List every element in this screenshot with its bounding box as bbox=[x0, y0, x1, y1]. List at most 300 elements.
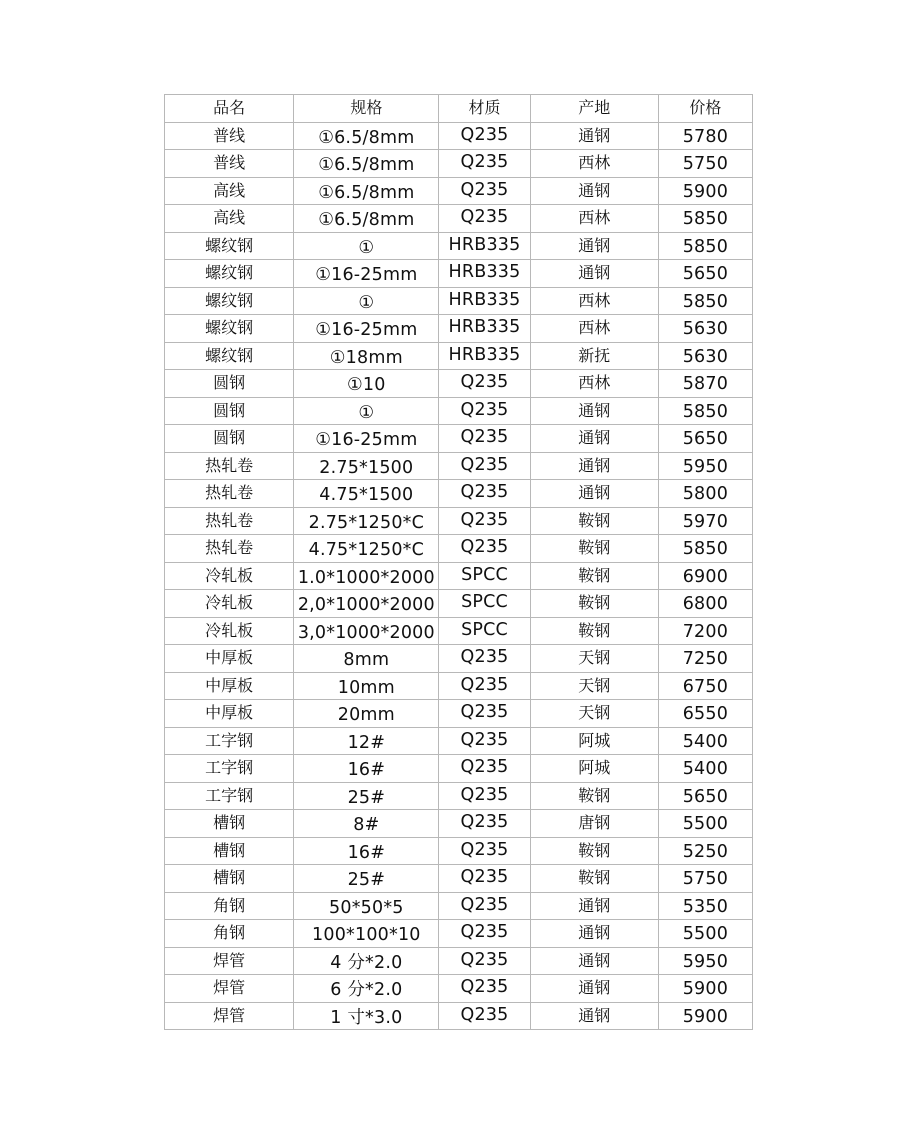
cell-material-text: Q235 bbox=[460, 784, 509, 805]
cell-price-text: 5850 bbox=[682, 401, 729, 422]
cell-origin bbox=[530, 837, 658, 865]
table-row bbox=[165, 397, 753, 425]
cell-price bbox=[658, 892, 752, 920]
cell-specification-text: ①16-25mm bbox=[315, 430, 418, 451]
cell-specification-text: ① bbox=[358, 402, 375, 423]
cell-origin bbox=[530, 260, 658, 288]
cell-product-name bbox=[165, 452, 294, 480]
table-row bbox=[165, 920, 753, 948]
cell-product-name-text: 槽钢 bbox=[213, 840, 246, 860]
cell-specification bbox=[294, 342, 439, 370]
table-row bbox=[165, 425, 753, 453]
cell-price-text: 5900 bbox=[682, 1006, 729, 1027]
cell-material bbox=[439, 892, 530, 920]
cell-price bbox=[658, 562, 752, 590]
cell-material-text: Q235 bbox=[460, 702, 509, 723]
cell-product-name-text: 槽钢 bbox=[213, 868, 246, 888]
cell-material-text: HRB335 bbox=[448, 289, 521, 310]
cell-price-text: 5400 bbox=[682, 731, 729, 752]
cell-origin-text: 阿城 bbox=[578, 730, 611, 750]
cell-specification bbox=[294, 535, 439, 563]
cell-product-name-text: 工字钢 bbox=[205, 730, 254, 750]
cell-price bbox=[658, 370, 752, 398]
cell-material bbox=[439, 617, 530, 645]
cell-product-name-text: 工字钢 bbox=[205, 785, 254, 805]
cell-specification-text: 1.0*1000*2000 bbox=[297, 567, 435, 588]
cell-material bbox=[439, 672, 530, 700]
cell-product-name bbox=[165, 260, 294, 288]
cell-material bbox=[439, 480, 530, 508]
cell-origin bbox=[530, 177, 658, 205]
cell-origin-text: 鞍钢 bbox=[578, 620, 611, 640]
cell-material bbox=[439, 232, 530, 260]
cell-origin-text: 通钢 bbox=[578, 235, 611, 255]
table-row bbox=[165, 177, 753, 205]
cell-material-text: SPCC bbox=[461, 619, 508, 640]
cell-origin bbox=[530, 535, 658, 563]
cell-price-text: 5870 bbox=[682, 374, 729, 395]
cell-specification bbox=[294, 480, 439, 508]
cell-specification bbox=[294, 727, 439, 755]
cell-price-text: 5850 bbox=[682, 539, 729, 560]
cell-price-text: 7250 bbox=[682, 649, 729, 670]
cell-price-text: 5400 bbox=[682, 759, 729, 780]
cell-origin bbox=[530, 562, 658, 590]
cell-product-name-text: 角钢 bbox=[213, 895, 246, 915]
cell-origin bbox=[530, 397, 658, 425]
cell-origin-text: 新抚 bbox=[578, 345, 611, 365]
table-row bbox=[165, 782, 753, 810]
cell-material-text: SPCC bbox=[461, 564, 508, 585]
cell-product-name bbox=[165, 892, 294, 920]
cell-price bbox=[658, 645, 752, 673]
table-row bbox=[165, 947, 753, 975]
cell-origin-text: 通钢 bbox=[578, 400, 611, 420]
cell-material bbox=[439, 865, 530, 893]
cell-specification bbox=[294, 205, 439, 233]
cell-specification bbox=[294, 315, 439, 343]
cell-price-text: 5950 bbox=[682, 456, 729, 477]
cell-specification-text: 1 寸*3.0 bbox=[330, 1007, 403, 1028]
cell-specification bbox=[294, 947, 439, 975]
cell-material-text: Q235 bbox=[460, 922, 509, 943]
cell-specification bbox=[294, 177, 439, 205]
cell-origin-text: 西林 bbox=[578, 373, 611, 393]
table-row bbox=[165, 700, 753, 728]
cell-product-name bbox=[165, 1002, 294, 1030]
cell-product-name-text: 焊管 bbox=[213, 978, 246, 998]
cell-specification-text: ①10 bbox=[347, 375, 386, 396]
cell-material bbox=[439, 425, 530, 453]
cell-origin bbox=[530, 865, 658, 893]
cell-material-text: Q235 bbox=[460, 1004, 509, 1025]
table-body bbox=[165, 122, 753, 1030]
cell-specification-text: 100*100*10 bbox=[312, 925, 421, 946]
cell-product-name-text: 槽钢 bbox=[213, 813, 246, 833]
cell-price bbox=[658, 837, 752, 865]
cell-product-name-text: 圆钢 bbox=[213, 400, 246, 420]
cell-price bbox=[658, 260, 752, 288]
cell-material bbox=[439, 920, 530, 948]
cell-product-name-text: 高线 bbox=[213, 180, 246, 200]
table-row bbox=[165, 755, 753, 783]
cell-material-text: SPCC bbox=[461, 592, 508, 613]
cell-product-name bbox=[165, 975, 294, 1003]
cell-material bbox=[439, 645, 530, 673]
cell-price-text: 5850 bbox=[682, 236, 729, 257]
cell-material bbox=[439, 177, 530, 205]
cell-material bbox=[439, 122, 530, 150]
cell-origin-text: 通钢 bbox=[578, 950, 611, 970]
cell-material-text: Q235 bbox=[460, 179, 509, 200]
cell-product-name-text: 圆钢 bbox=[213, 373, 246, 393]
cell-origin-text: 鞍钢 bbox=[578, 538, 611, 558]
cell-origin-text: 鞍钢 bbox=[578, 510, 611, 530]
cell-origin-text: 鞍钢 bbox=[578, 840, 611, 860]
cell-origin-text: 西林 bbox=[578, 318, 611, 338]
cell-product-name-text: 中厚板 bbox=[205, 648, 254, 668]
cell-specification bbox=[294, 617, 439, 645]
cell-specification bbox=[294, 892, 439, 920]
cell-product-name bbox=[165, 590, 294, 618]
cell-material bbox=[439, 397, 530, 425]
cell-product-name-text: 螺纹钢 bbox=[205, 263, 254, 283]
cell-specification-text: 4.75*1500 bbox=[319, 485, 414, 506]
cell-origin bbox=[530, 122, 658, 150]
cell-material-text: Q235 bbox=[460, 372, 509, 393]
cell-origin bbox=[530, 810, 658, 838]
cell-specification-text: ①6.5/8mm bbox=[318, 155, 415, 176]
cell-product-name-text: 中厚板 bbox=[205, 675, 254, 695]
cell-material bbox=[439, 150, 530, 178]
cell-origin-text: 唐钢 bbox=[578, 813, 611, 833]
table-row bbox=[165, 975, 753, 1003]
cell-origin-text: 天钢 bbox=[578, 703, 611, 723]
cell-price-text: 5970 bbox=[682, 511, 729, 532]
cell-price-text: 5630 bbox=[682, 346, 729, 367]
cell-material-text: Q235 bbox=[460, 757, 509, 778]
cell-product-name bbox=[165, 232, 294, 260]
cell-price bbox=[658, 177, 752, 205]
cell-product-name bbox=[165, 947, 294, 975]
cell-price bbox=[658, 672, 752, 700]
cell-price bbox=[658, 205, 752, 233]
cell-price bbox=[658, 397, 752, 425]
cell-product-name-text: 冷轧板 bbox=[205, 620, 254, 640]
cell-origin bbox=[530, 947, 658, 975]
table-row bbox=[165, 507, 753, 535]
cell-price bbox=[658, 590, 752, 618]
cell-material-text: Q235 bbox=[460, 152, 509, 173]
cell-material bbox=[439, 287, 530, 315]
table-row bbox=[165, 342, 753, 370]
cell-origin bbox=[530, 645, 658, 673]
cell-price-text: 5650 bbox=[682, 786, 729, 807]
table-row bbox=[165, 810, 753, 838]
cell-origin bbox=[530, 727, 658, 755]
cell-specification bbox=[294, 425, 439, 453]
cell-price bbox=[658, 700, 752, 728]
cell-product-name-text: 热轧卷 bbox=[205, 510, 254, 530]
cell-origin bbox=[530, 700, 658, 728]
cell-material-text: Q235 bbox=[460, 812, 509, 833]
cell-origin-text: 鞍钢 bbox=[578, 565, 611, 585]
cell-price bbox=[658, 342, 752, 370]
cell-specification bbox=[294, 1002, 439, 1030]
table-row bbox=[165, 122, 753, 150]
cell-product-name bbox=[165, 397, 294, 425]
cell-specification bbox=[294, 865, 439, 893]
cell-material-text: HRB335 bbox=[448, 262, 521, 283]
cell-product-name-text: 冷轧板 bbox=[205, 593, 254, 613]
cell-price bbox=[658, 150, 752, 178]
cell-material bbox=[439, 1002, 530, 1030]
cell-price bbox=[658, 782, 752, 810]
table-row bbox=[165, 232, 753, 260]
cell-price-text: 7200 bbox=[682, 621, 729, 642]
cell-origin-text: 通钢 bbox=[578, 483, 611, 503]
cell-price bbox=[658, 975, 752, 1003]
cell-origin-text: 鞍钢 bbox=[578, 785, 611, 805]
cell-specification bbox=[294, 397, 439, 425]
cell-price-text: 5950 bbox=[682, 951, 729, 972]
cell-origin-text: 通钢 bbox=[578, 978, 611, 998]
cell-specification-text: 16# bbox=[347, 842, 386, 863]
cell-origin-text: 鞍钢 bbox=[578, 593, 611, 613]
cell-product-name-text: 中厚板 bbox=[205, 703, 254, 723]
cell-product-name bbox=[165, 865, 294, 893]
cell-material-text: Q235 bbox=[460, 509, 509, 530]
cell-specification-text: 12# bbox=[347, 732, 386, 753]
cell-product-name bbox=[165, 315, 294, 343]
cell-origin bbox=[530, 150, 658, 178]
cell-specification-text: ① bbox=[358, 237, 375, 258]
cell-price-text: 6550 bbox=[682, 704, 729, 725]
header-material: 材质 bbox=[439, 95, 530, 123]
cell-origin-text: 通钢 bbox=[578, 895, 611, 915]
cell-price bbox=[658, 617, 752, 645]
cell-product-name bbox=[165, 122, 294, 150]
cell-price-text: 5500 bbox=[682, 814, 729, 835]
cell-product-name bbox=[165, 535, 294, 563]
header-specification: 规格 bbox=[294, 95, 439, 123]
cell-specification bbox=[294, 700, 439, 728]
cell-price bbox=[658, 865, 752, 893]
cell-material bbox=[439, 507, 530, 535]
cell-origin-text: 通钢 bbox=[578, 125, 611, 145]
cell-product-name bbox=[165, 645, 294, 673]
cell-price-text: 6800 bbox=[682, 594, 729, 615]
cell-price-text: 5630 bbox=[682, 319, 729, 340]
cell-specification-text: ①6.5/8mm bbox=[318, 182, 415, 203]
cell-material-text: Q235 bbox=[460, 867, 509, 888]
cell-product-name-text: 冷轧板 bbox=[205, 565, 254, 585]
cell-origin bbox=[530, 1002, 658, 1030]
cell-price bbox=[658, 920, 752, 948]
cell-specification bbox=[294, 452, 439, 480]
cell-material bbox=[439, 370, 530, 398]
cell-specification bbox=[294, 782, 439, 810]
cell-specification-text: 16# bbox=[347, 760, 386, 781]
cell-material-text: Q235 bbox=[460, 949, 509, 970]
cell-product-name bbox=[165, 370, 294, 398]
cell-product-name bbox=[165, 507, 294, 535]
table-row bbox=[165, 452, 753, 480]
cell-price bbox=[658, 452, 752, 480]
cell-origin bbox=[530, 920, 658, 948]
cell-material-text: Q235 bbox=[460, 454, 509, 475]
cell-product-name bbox=[165, 920, 294, 948]
table-row bbox=[165, 370, 753, 398]
cell-origin bbox=[530, 205, 658, 233]
cell-product-name-text: 普线 bbox=[213, 153, 246, 173]
cell-material bbox=[439, 755, 530, 783]
cell-origin-text: 西林 bbox=[578, 153, 611, 173]
cell-price-text: 5780 bbox=[682, 126, 729, 147]
cell-specification-text: 8mm bbox=[343, 650, 390, 671]
header-origin: 产地 bbox=[530, 95, 658, 123]
cell-price bbox=[658, 727, 752, 755]
cell-origin bbox=[530, 480, 658, 508]
cell-specification-text: ①16-25mm bbox=[315, 320, 418, 341]
cell-material bbox=[439, 947, 530, 975]
table-row bbox=[165, 535, 753, 563]
cell-specification-text: 50*50*5 bbox=[329, 897, 404, 918]
steel-price-table bbox=[164, 94, 753, 1030]
cell-specification-text: ①6.5/8mm bbox=[318, 210, 415, 231]
cell-specification-text: ① bbox=[358, 292, 375, 313]
cell-material-text: HRB335 bbox=[448, 317, 521, 338]
cell-specification-text: 25# bbox=[347, 787, 386, 808]
cell-specification bbox=[294, 260, 439, 288]
cell-material bbox=[439, 535, 530, 563]
cell-specification-text: 4.75*1250*C bbox=[308, 540, 425, 561]
cell-material-text: Q235 bbox=[460, 894, 509, 915]
cell-price-text: 5650 bbox=[682, 429, 729, 450]
cell-price-text: 5900 bbox=[682, 181, 729, 202]
cell-product-name bbox=[165, 700, 294, 728]
cell-price-text: 5500 bbox=[682, 924, 729, 945]
cell-specification bbox=[294, 122, 439, 150]
cell-specification-text: 3,0*1000*2000 bbox=[297, 622, 435, 643]
cell-product-name bbox=[165, 480, 294, 508]
cell-product-name bbox=[165, 287, 294, 315]
table-row bbox=[165, 562, 753, 590]
cell-origin bbox=[530, 287, 658, 315]
cell-price bbox=[658, 287, 752, 315]
cell-material bbox=[439, 810, 530, 838]
cell-specification bbox=[294, 287, 439, 315]
cell-material-text: Q235 bbox=[460, 427, 509, 448]
cell-origin bbox=[530, 590, 658, 618]
table-row bbox=[165, 617, 753, 645]
cell-price-text: 5800 bbox=[682, 484, 729, 505]
cell-material bbox=[439, 205, 530, 233]
cell-origin bbox=[530, 755, 658, 783]
cell-origin-text: 通钢 bbox=[578, 263, 611, 283]
cell-specification-text: 4 分*2.0 bbox=[330, 952, 403, 973]
cell-origin-text: 通钢 bbox=[578, 923, 611, 943]
cell-material bbox=[439, 700, 530, 728]
cell-origin-text: 通钢 bbox=[578, 455, 611, 475]
cell-product-name-text: 热轧卷 bbox=[205, 538, 254, 558]
cell-specification bbox=[294, 975, 439, 1003]
cell-product-name-text: 螺纹钢 bbox=[205, 290, 254, 310]
table-row bbox=[165, 260, 753, 288]
table-row bbox=[165, 837, 753, 865]
cell-specification-text: 2.75*1500 bbox=[319, 457, 414, 478]
cell-specification-text: 2.75*1250*C bbox=[308, 512, 425, 533]
cell-material bbox=[439, 975, 530, 1003]
cell-price bbox=[658, 1002, 752, 1030]
table-row bbox=[165, 287, 753, 315]
cell-price-text: 5250 bbox=[682, 841, 729, 862]
cell-specification bbox=[294, 590, 439, 618]
cell-price-text: 5350 bbox=[682, 896, 729, 917]
cell-specification bbox=[294, 920, 439, 948]
cell-product-name-text: 螺纹钢 bbox=[205, 235, 254, 255]
table-row bbox=[165, 1002, 753, 1030]
table-row bbox=[165, 645, 753, 673]
cell-price bbox=[658, 480, 752, 508]
cell-price bbox=[658, 947, 752, 975]
cell-material-text: Q235 bbox=[460, 729, 509, 750]
cell-origin bbox=[530, 892, 658, 920]
cell-material-text: Q235 bbox=[460, 647, 509, 668]
cell-origin bbox=[530, 452, 658, 480]
cell-specification bbox=[294, 810, 439, 838]
cell-product-name-text: 热轧卷 bbox=[205, 483, 254, 503]
cell-price bbox=[658, 507, 752, 535]
table-row bbox=[165, 892, 753, 920]
table-row bbox=[165, 205, 753, 233]
cell-price-text: 5850 bbox=[682, 291, 729, 312]
cell-price-text: 6750 bbox=[682, 676, 729, 697]
cell-specification bbox=[294, 150, 439, 178]
header-price: 价格 bbox=[658, 95, 752, 123]
cell-specification bbox=[294, 507, 439, 535]
cell-material-text: Q235 bbox=[460, 207, 509, 228]
table-row bbox=[165, 672, 753, 700]
cell-product-name bbox=[165, 177, 294, 205]
cell-specification-text: 20mm bbox=[337, 705, 395, 726]
cell-origin-text: 通钢 bbox=[578, 180, 611, 200]
cell-price bbox=[658, 755, 752, 783]
cell-material-text: HRB335 bbox=[448, 344, 521, 365]
cell-price-text: 5900 bbox=[682, 979, 729, 1000]
cell-specification-text: 2,0*1000*2000 bbox=[297, 595, 435, 616]
table-row bbox=[165, 727, 753, 755]
cell-origin-text: 通钢 bbox=[578, 1005, 611, 1025]
cell-product-name bbox=[165, 205, 294, 233]
cell-price-text: 5650 bbox=[682, 264, 729, 285]
cell-product-name bbox=[165, 617, 294, 645]
cell-material-text: Q235 bbox=[460, 482, 509, 503]
cell-product-name bbox=[165, 150, 294, 178]
cell-specification-text: 25# bbox=[347, 870, 386, 891]
cell-product-name-text: 圆钢 bbox=[213, 428, 246, 448]
cell-material bbox=[439, 590, 530, 618]
cell-price bbox=[658, 425, 752, 453]
cell-material-text: Q235 bbox=[460, 839, 509, 860]
cell-product-name bbox=[165, 425, 294, 453]
cell-material-text: Q235 bbox=[460, 537, 509, 558]
cell-origin-text: 通钢 bbox=[578, 428, 611, 448]
cell-origin bbox=[530, 232, 658, 260]
cell-origin bbox=[530, 342, 658, 370]
cell-material-text: HRB335 bbox=[448, 234, 521, 255]
cell-origin-text: 西林 bbox=[578, 208, 611, 228]
